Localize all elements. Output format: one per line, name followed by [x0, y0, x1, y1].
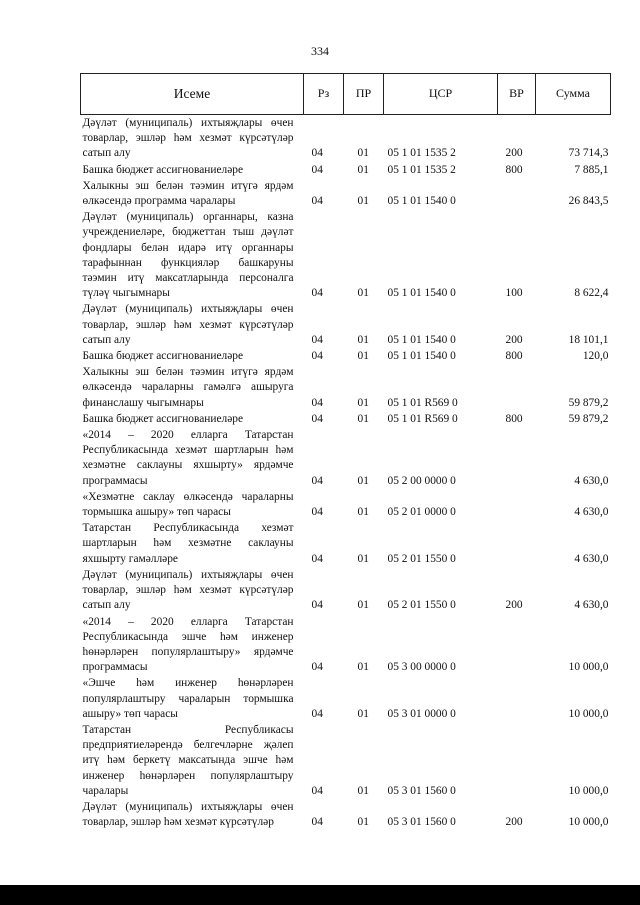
cell-name: Дәүләт (муниципаль) ихтыяҗлары өчен товарлар, эшләр һәм хезмәт күрсәтүләр сатып алу	[82, 117, 294, 160]
cell-pr: 01	[357, 396, 369, 409]
cell-sum: 4 630,0	[574, 506, 609, 519]
scan-bottom-edge	[0, 885, 640, 905]
table-row	[81, 567, 611, 614]
cell-vr: 800	[505, 350, 523, 363]
header-sum: Сумма	[536, 74, 611, 115]
cell-rz: 04	[311, 163, 323, 176]
table-row	[81, 427, 611, 489]
cell-vr	[498, 427, 536, 489]
cell-sum: 120,0	[582, 350, 609, 363]
cell-csr: 05 1 01 1540 0	[387, 333, 456, 346]
cell-name: Халыкны эш белән тәэмин итүгә ярдәм өлкәсендә программа чаралары	[82, 179, 294, 208]
cell-sum: 26 843,5	[568, 195, 609, 208]
cell-rz: 04	[311, 287, 323, 300]
cell-sum: 73 714,3	[568, 147, 609, 160]
cell-sum: 4 630,0	[574, 599, 609, 612]
cell-name: «Хезмәтне саклау өлкәсендә чараларны тормышка ашыру» төп чарасы	[82, 490, 294, 519]
cell-sum: 59 879,2	[568, 396, 609, 409]
cell-pr: 01	[357, 661, 369, 674]
cell-rz: 04	[311, 396, 323, 409]
cell-rz: 04	[311, 506, 323, 519]
cell-rz: 04	[311, 661, 323, 674]
cell-csr: 05 1 01 R569 0	[387, 396, 458, 409]
cell-vr: 800	[505, 163, 523, 176]
table-row	[81, 115, 611, 162]
table-row	[81, 489, 611, 520]
cell-rz: 04	[311, 350, 323, 363]
cell-csr: 05 2 00 0000 0	[387, 474, 456, 487]
cell-rz: 04	[311, 195, 323, 208]
cell-pr: 01	[357, 707, 369, 720]
cell-pr: 01	[357, 552, 369, 565]
cell-pr: 01	[357, 816, 369, 829]
cell-csr: 05 3 01 1560 0	[387, 816, 456, 829]
cell-sum: 8 622,4	[574, 287, 609, 300]
cell-vr: 200	[505, 816, 523, 829]
cell-sum: 18 101,1	[568, 333, 609, 346]
cell-csr: 05 2 01 1550 0	[387, 599, 456, 612]
cell-rz: 04	[311, 147, 323, 160]
cell-name: Дәүләт (муниципаль) ихтыяҗлары өчен товарлар, эшләр һәм хезмәт күрсәтүләр сатып алу	[82, 303, 294, 346]
table-row	[81, 348, 611, 364]
cell-csr: 05 1 01 1535 2	[387, 163, 456, 176]
cell-csr: 05 1 01 1535 2	[387, 147, 456, 160]
cell-rz: 04	[311, 816, 323, 829]
cell-name: Халыкны эш белән тәэмин итүгә ярдәм өлкәсендә чараларны гамәлгә ашыруга финанслашу чыгымнары	[82, 366, 294, 409]
cell-name: Башка бюджет ассигнованиеләре	[82, 412, 244, 425]
cell-csr: 05 3 01 0000 0	[387, 707, 456, 720]
cell-pr: 01	[357, 506, 369, 519]
cell-rz: 04	[311, 474, 323, 487]
cell-vr	[498, 178, 536, 209]
cell-csr: 05 1 01 1540 0	[387, 287, 456, 300]
table-row	[81, 675, 611, 722]
table-row	[81, 722, 611, 799]
table-row	[81, 520, 611, 567]
cell-pr: 01	[357, 163, 369, 176]
cell-sum: 10 000,0	[568, 816, 609, 829]
cell-rz: 04	[311, 784, 323, 797]
cell-vr	[498, 722, 536, 799]
table-row	[81, 162, 611, 178]
budget-table	[80, 73, 611, 830]
cell-sum: 59 879,2	[568, 412, 609, 425]
cell-sum: 10 000,0	[568, 661, 609, 674]
cell-name: Башка бюджет ассигнованиеләре	[82, 163, 244, 176]
cell-vr: 200	[505, 599, 523, 612]
table-row	[81, 614, 611, 676]
cell-vr	[498, 520, 536, 567]
cell-vr	[498, 614, 536, 676]
cell-rz: 04	[311, 707, 323, 720]
cell-sum: 4 630,0	[574, 474, 609, 487]
cell-rz: 04	[311, 412, 323, 425]
cell-csr: 05 1 01 1540 0	[387, 195, 456, 208]
table-row	[81, 178, 611, 209]
cell-name: «2014 – 2020 елларга Татарстан Республикасында эшче һәм инженер һөнәрләрен популярлаштыру» ярдәмче программасы	[82, 615, 294, 674]
cell-vr: 800	[505, 412, 523, 425]
cell-name: Татарстан Республикасында хезмәт шартларын һәм хезмәтне саклауны яхшырту гамәлләре	[82, 522, 294, 565]
cell-csr: 05 3 00 0000 0	[387, 661, 456, 674]
cell-vr: 200	[505, 147, 523, 160]
table-row	[81, 411, 611, 427]
cell-pr: 01	[357, 784, 369, 797]
cell-name: «Эшче һәм инженер һөнәрләрен популярлаштыру чараларын тормышка ашыру» төп чарасы	[82, 677, 294, 720]
cell-csr: 05 1 01 1540 0	[387, 350, 456, 363]
cell-csr: 05 3 01 1560 0	[387, 784, 456, 797]
cell-sum: 7 885,1	[574, 163, 609, 176]
cell-name: Дәүләт (муниципаль) ихтыяҗлары өчен товарлар, эшләр һәм хезмәт күрсәтүләр сатып алу	[82, 568, 294, 612]
table-row	[81, 364, 611, 411]
cell-vr: 100	[505, 287, 523, 300]
table-row	[81, 799, 611, 830]
page-number: 334	[311, 44, 329, 58]
cell-vr	[498, 364, 536, 411]
cell-pr: 01	[357, 195, 369, 208]
header-pr: ПР	[344, 74, 384, 115]
cell-rz: 04	[311, 552, 323, 565]
header-csr: ЦСР	[384, 74, 498, 115]
cell-vr	[498, 489, 536, 520]
cell-sum: 10 000,0	[568, 707, 609, 720]
cell-rz: 04	[311, 333, 323, 346]
cell-name: Дәүләт (муниципаль) ихтыяҗлары өчен товарлар, эшләр һәм хезмәт күрсәтүләр	[82, 800, 294, 829]
cell-sum: 10 000,0	[568, 784, 609, 797]
table-row	[81, 209, 611, 301]
cell-name: Башка бюджет ассигнованиеләре	[82, 350, 244, 363]
cell-pr: 01	[357, 412, 369, 425]
cell-csr: 05 1 01 R569 0	[387, 412, 458, 425]
table-row	[81, 301, 611, 348]
cell-vr: 200	[505, 333, 523, 346]
cell-sum: 4 630,0	[574, 552, 609, 565]
table-body	[81, 115, 611, 831]
cell-csr: 05 2 01 0000 0	[387, 506, 456, 519]
cell-pr: 01	[357, 287, 369, 300]
cell-pr: 01	[357, 474, 369, 487]
table-header-row	[81, 74, 611, 115]
cell-csr: 05 2 01 1550 0	[387, 552, 456, 565]
cell-name: Татарстан Республикасы предприятиеләрендә белгечләрне җәлеп итү һәм беркетү максатында эшче һәм инженер һөнәрләрен популярлаштыру чаралары	[82, 723, 294, 797]
cell-name: Дәүләт (муниципаль) органнары, казна учреждениеләре, бюджеттан тыш дәүләт фондлары белән идарә итү органнары тарафыннан функцияләр башкаруны тәэмин итү максатларында персоналга түләү чыгымнары	[82, 211, 294, 300]
header-vr: ВР	[498, 74, 536, 115]
header-name: Исеме	[81, 74, 304, 115]
cell-pr: 01	[357, 350, 369, 363]
header-rz: Рз	[304, 74, 344, 115]
cell-vr	[498, 675, 536, 722]
cell-pr: 01	[357, 599, 369, 612]
cell-pr: 01	[357, 147, 369, 160]
cell-name: «2014 – 2020 елларга Татарстан Республикасында хезмәт шартларын һәм хезмәтне саклауны яхшырту» ярдәмче программасы	[82, 429, 294, 487]
cell-pr: 01	[357, 333, 369, 346]
cell-rz: 04	[311, 599, 323, 612]
